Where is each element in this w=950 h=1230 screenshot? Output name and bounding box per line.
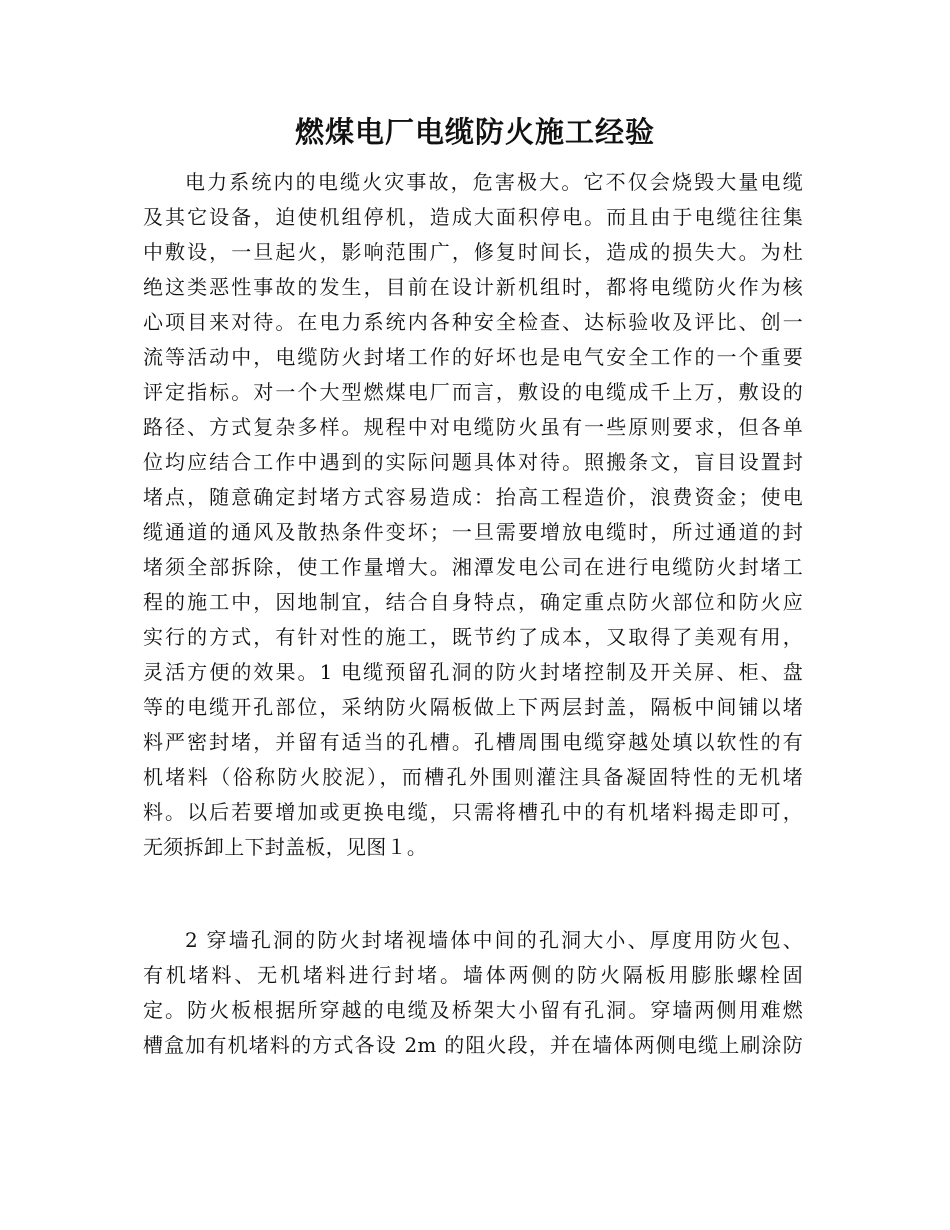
text-line: 有机堵料、无机堵料进行封堵。墙体两侧的防火隔板用膨胀螺栓固 [143,963,803,987]
text-line: 料。以后若要增加或更换电缆，只需将槽孔中的有机堵料揭走即可， [143,800,803,824]
text-line: 缆通道的通风及散热条件变坏；一旦需要增放电缆时，所过通道的封 [143,520,803,544]
text-line: 实行的方式，有针对性的施工，既节约了成本，又取得了美观有用， [143,625,803,649]
text-line: 绝这类恶性事故的发生，目前在设计新机组时，都将电缆防火作为核 [143,275,803,299]
text-line: 无须拆卸上下封盖板，见图１。 [143,835,428,859]
text-line: 机堵料（俗称防火胶泥），而槽孔外围则灌注具备凝固特性的无机堵 [143,765,803,789]
text-line: 流等活动中，电缆防火封堵工作的好坏也是电气安全工作的一个重要 [143,345,803,369]
text-line: 定。防火板根据所穿越的电缆及桥架大小留有孔洞。穿墙两侧用难燃 [143,998,803,1022]
text-line: 等的电缆开孔部位，采纳防火隔板做上下两层封盖，隔板中间铺以堵 [143,695,803,719]
text-line: 心项目来对待。在电力系统内各种安全检查、达标验收及评比、创一 [143,310,803,334]
text-line: 堵点，随意确定封堵方式容易造成：抬高工程造价，浪费资金；使电 [143,485,803,509]
text-line: 2 穿墙孔洞的防火封堵视墙体中间的孔洞大小、厚度用防火包、 [185,928,803,952]
text-line: 堵须全部拆除，使工作量增大。湘潭发电公司在进行电缆防火封堵工 [143,555,803,579]
text-line: 中敷设，一旦起火，影响范围广，修复时间长，造成的损失大。为杜 [143,240,803,264]
text-line: 程的施工中，因地制宜，结合自身特点，确定重点防火部位和防火应 [143,590,803,614]
text-line: 位均应结合工作中遇到的实际问题具体对待。照搬条文，盲目设置封 [143,450,803,474]
text-line: 灵活方便的效果。1 电缆预留孔洞的防火封堵控制及开关屏、柜、盘 [143,660,803,684]
text-line: 路径、方式复杂多样。规程中对电缆防火虽有一些原则要求，但各单 [143,415,803,439]
text-line: 及其它设备，迫使机组停机，造成大面积停电。而且由于电缆往往集 [143,205,803,229]
text-line: 槽盒加有机堵料的方式各设 2m 的阻火段，并在墙体两侧电缆上刷涂防 [143,1033,803,1057]
text-line: 电力系统内的电缆火灾事故，危害极大。它不仅会烧毁大量电缆 [185,170,803,194]
text-line: 料严密封堵，并留有适当的孔槽。孔槽周围电缆穿越处填以软性的有 [143,730,803,754]
page-title: 燃煤电厂电缆防火施工经验 [294,115,655,149]
text-line: 评定指标。对一个大型燃煤电厂而言，敷设的电缆成千上万，敷设的 [143,380,803,404]
